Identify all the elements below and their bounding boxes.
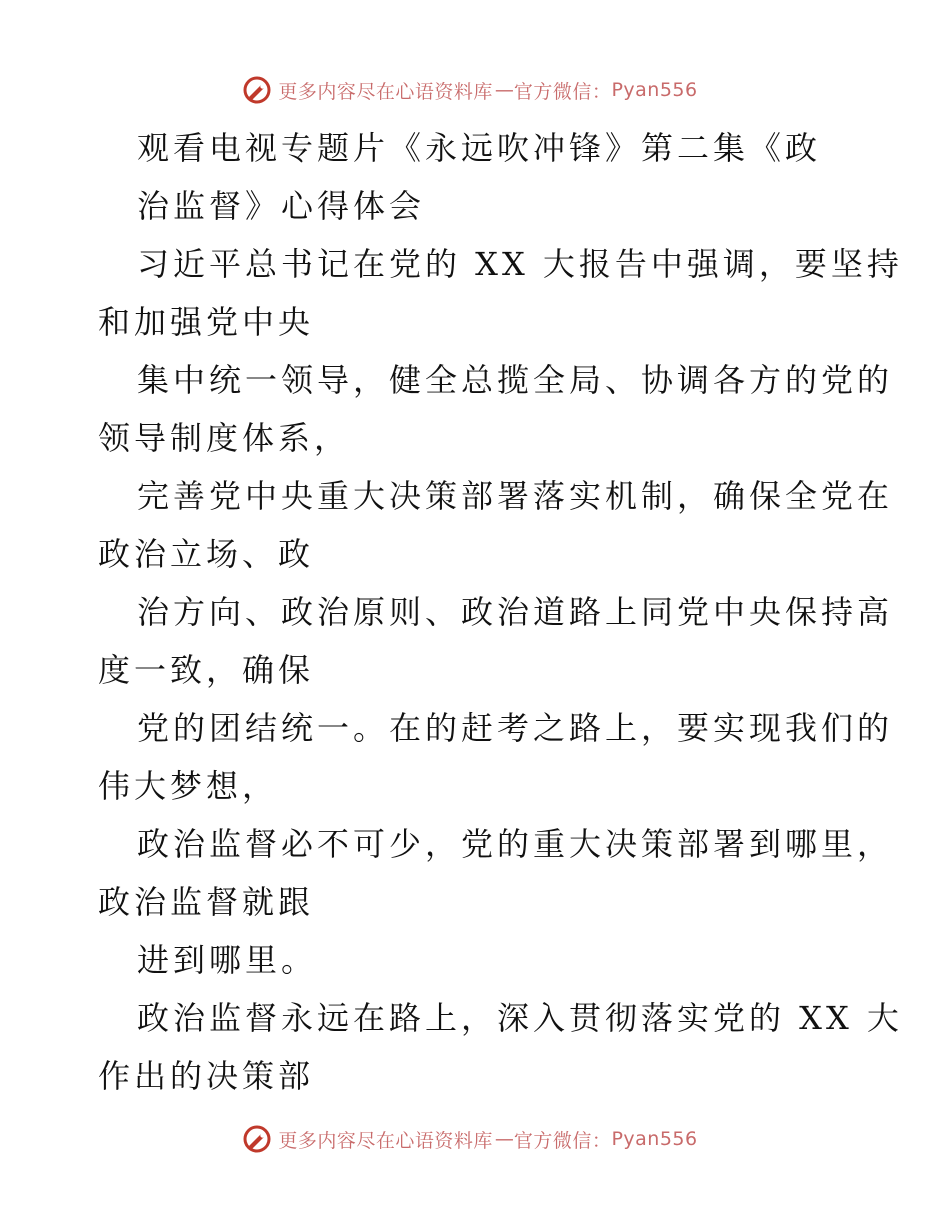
footer-watermark: [0, 1119, 950, 1159]
watermark-wechat-id: Pyan556: [611, 1128, 698, 1150]
watermark-wechat-id: Pyan556: [611, 79, 698, 101]
paragraph-line: 进到哪里。: [137, 941, 318, 979]
watermark-wechat-label: 官方微信：: [513, 80, 612, 103]
paragraph-line: 政治监督永远在路上，深入贯彻落实党的 XX 大: [137, 999, 903, 1037]
watermark-separator: —: [494, 79, 514, 101]
paragraph-line: 治方向、政治原则、政治道路上同党中央保持高: [137, 593, 894, 631]
paragraph-line: 伟大梦想，: [98, 767, 279, 805]
paragraph-line: 习近平总书记在党的 XX 大报告中强调，要坚持: [137, 245, 903, 283]
watermark-wechat-label: 官方微信：: [513, 1129, 612, 1152]
paragraph-line: 完善党中央重大决策部署落实机制，确保全党在: [137, 477, 894, 515]
pen-nib-logo-icon: [242, 75, 272, 105]
paragraph-line: 政治立场、政: [98, 535, 315, 573]
paragraph-line: 作出的决策部: [98, 1057, 315, 1095]
paragraph-line: 集中统一领导，健全总揽全局、协调各方的党的: [137, 361, 894, 399]
watermark-site-text: 更多内容尽在心语资料库: [278, 80, 493, 103]
paragraph-line: 党的团结统一。在的赶考之路上，要实现我们的: [137, 709, 894, 747]
pen-nib-logo-icon: [242, 1124, 272, 1154]
paragraph-line: 政治监督就跟: [98, 883, 315, 921]
watermark-site-text: 更多内容尽在心语资料库: [278, 1129, 493, 1152]
document-title-line-1: 观看电视专题片《永远吹冲锋》第二集《政: [137, 129, 822, 167]
paragraph-line: 领导制度体系，: [98, 419, 351, 457]
watermark-separator: —: [494, 1128, 514, 1150]
header-watermark: [0, 70, 950, 110]
paragraph-line: 和加强党中央: [98, 303, 315, 341]
paragraph-line: 度一致，确保: [98, 651, 315, 689]
paragraph-line: 政治监督必不可少，党的重大决策部署到哪里，: [137, 825, 894, 863]
document-title-line-2: 治监督》心得体会: [137, 187, 426, 225]
